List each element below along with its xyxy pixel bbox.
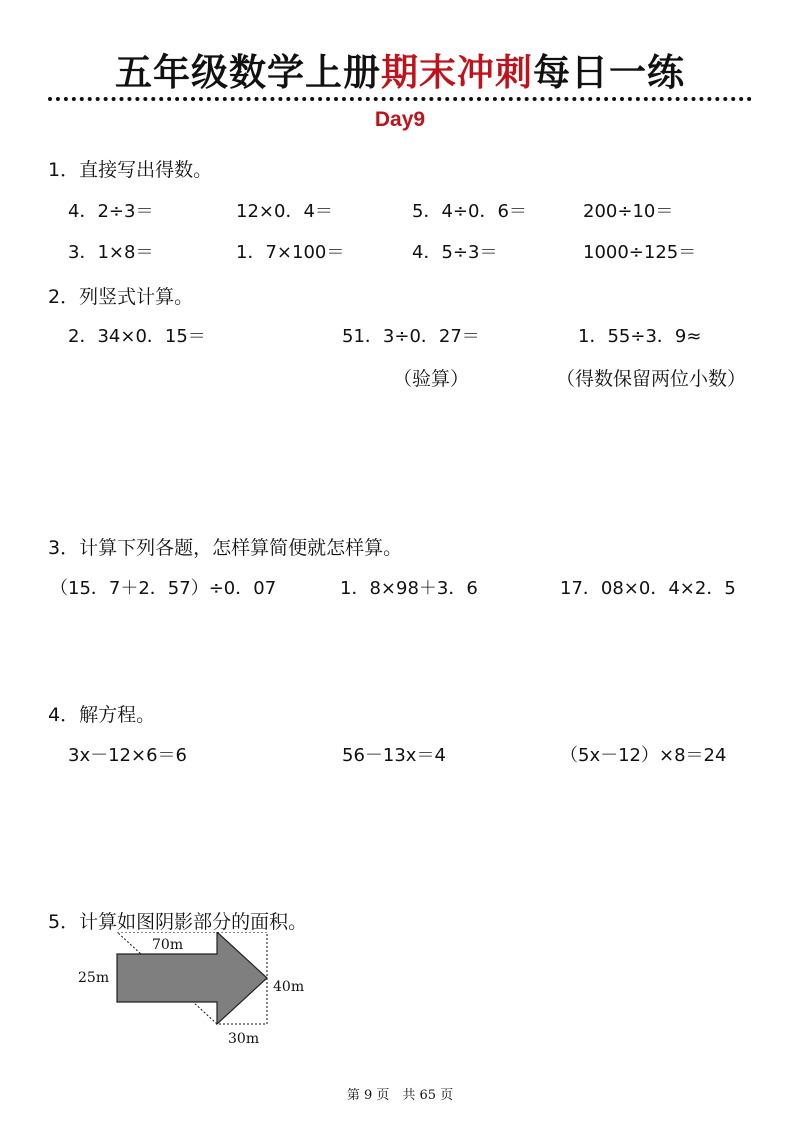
day-label: Day9 [374,108,426,131]
q2-item: 1．55÷3．9≈ [578,326,702,347]
label-left: 25m [78,970,110,986]
q3-item: 1．8×98＋3．6 [340,578,478,599]
q4-item: 56－13x＝4 [342,745,446,766]
label-right: 40m [273,979,305,995]
q2-heading: 2．列竖式计算。 [48,286,194,308]
page-title [0,42,800,96]
q1-item: 1．7×100＝ [236,242,345,263]
title-part1: 五年级数学上册 [115,51,381,94]
q1-item: 200÷10＝ [583,201,674,222]
page-footer: 第 9 页 共 65 页 [346,1088,454,1103]
q4-item: （5x－12）×8＝24 [560,745,727,766]
title-highlight: 期末冲刺 [381,51,533,94]
q1-item: 3．1×8＝ [68,242,154,263]
label-top: 70m [152,937,184,953]
q1-item: 1000÷125＝ [583,242,697,263]
q3-item: （15．7＋2．57）÷0．07 [50,578,277,599]
dotted-divider [48,97,752,101]
verify-note: （验算） [393,368,470,390]
rounding-note: （得数保留两位小数） [556,368,747,390]
q4-heading: 4．解方程。 [48,704,156,726]
arrow-figure [60,932,320,1052]
q5-heading: 5．计算如图阴影部分的面积。 [48,911,308,933]
q2-item: 51．3÷0．27＝ [342,326,480,347]
shaded-arrow [117,932,267,1024]
q1-heading: 1．直接写出得数。 [48,159,213,181]
q4-item: 3x－12×6＝6 [68,745,187,766]
title-part3: 每日一练 [533,51,685,94]
q1-item: 12×0．4＝ [236,201,333,222]
q3-heading: 3．计算下列各题，怎样算简便就怎样算。 [48,537,403,559]
q1-item: 5．4÷0．6＝ [412,201,527,222]
q1-item: 4．5÷3＝ [412,242,498,263]
q2-item: 2．34×0．15＝ [68,326,206,347]
q3-item: 17．08×0．4×2．5 [560,578,736,599]
label-bottom: 30m [228,1031,260,1047]
q1-item: 4．2÷3＝ [68,201,154,222]
